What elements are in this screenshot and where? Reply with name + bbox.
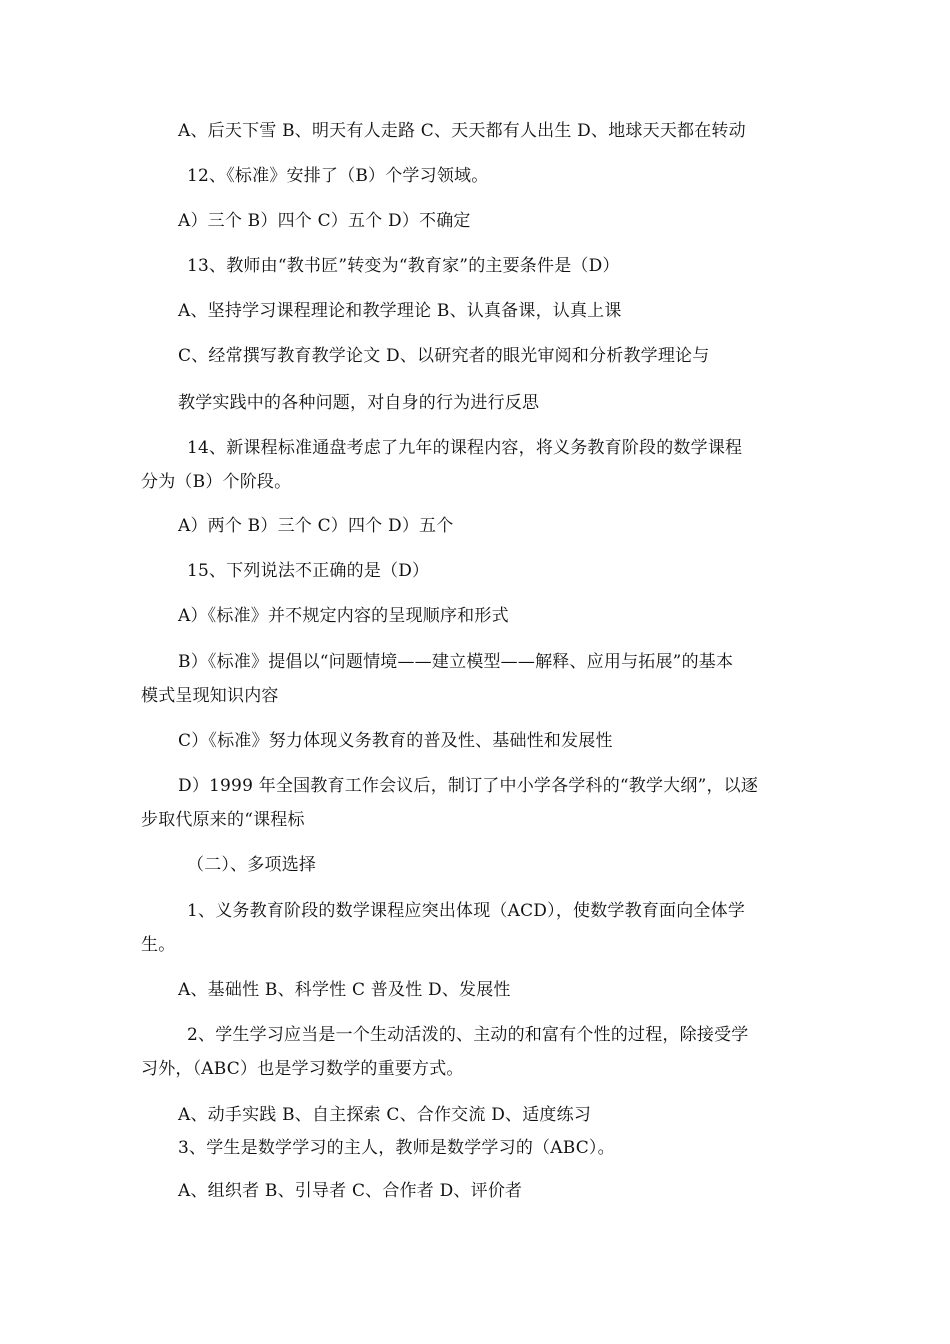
text-line: 分为（B）个阶段。 (141, 472, 292, 492)
question-13: 13、教师由“教书匠”转变为“教育家”的主要条件是（D） (187, 256, 620, 276)
text-line: A、后天下雪 B、明天有人走路 C、天天都有人出生 D、地球天天都在转动 (178, 121, 746, 141)
text-line: A、基础性 B、科学性 C 普及性 D、发展性 (178, 980, 511, 1000)
section-heading: （二）、多项选择 (187, 855, 317, 875)
text-line: C）《标准》努力体现义务教育的普及性、基础性和发展性 (178, 731, 613, 751)
question-2: 2、学生学习应当是一个生动活泼的、主动的和富有个性的过程，除接受学 (187, 1025, 749, 1045)
text-line: A、动手实践 B、自主探索 C、合作交流 D、适度练习 (178, 1105, 592, 1125)
text-line: B）《标准》提倡以“问题情境——建立模型——解释、应用与拓展”的基本 (178, 652, 734, 672)
question-12: 12、《标准》安排了（B）个学习领域。 (187, 166, 489, 186)
text-line: 教学实践中的各种问题，对自身的行为进行反思 (178, 393, 540, 413)
text-line: 习外，（ABC）也是学习数学的重要方式。 (141, 1059, 464, 1079)
text-line: D）1999 年全国教育工作会议后，制订了中小学各学科的“教学大纲”，以逐 (178, 776, 759, 796)
question-15: 15、下列说法不正确的是（D） (187, 561, 430, 581)
text-line: 模式呈现知识内容 (141, 686, 279, 706)
text-line: A）两个 B）三个 C）四个 D）五个 (178, 516, 454, 536)
text-line: A）《标准》并不规定内容的呈现顺序和形式 (178, 606, 509, 626)
question-14: 14、新课程标准通盘考虑了九年的课程内容，将义务教育阶段的数学课程 (187, 438, 743, 458)
question-3: 3、学生是数学学习的主人，教师是数学学习的（ABC）。 (178, 1138, 615, 1158)
text-line: A）三个 B）四个 C）五个 D）不确定 (178, 211, 471, 231)
text-line: 生。 (141, 935, 176, 955)
text-line: 步取代原来的“课程标 (141, 810, 305, 830)
text-line: C、经常撰写教育教学论文 D、以研究者的眼光审阅和分析教学理论与 (178, 346, 710, 366)
text-line: A、组织者 B、引导者 C、合作者 D、评价者 (178, 1181, 523, 1201)
question-1: 1、义务教育阶段的数学课程应突出体现（ACD），使数学教育面向全体学 (187, 901, 746, 921)
text-line: A、坚持学习课程理论和教学理论 B、认真备课，认真上课 (178, 301, 622, 321)
